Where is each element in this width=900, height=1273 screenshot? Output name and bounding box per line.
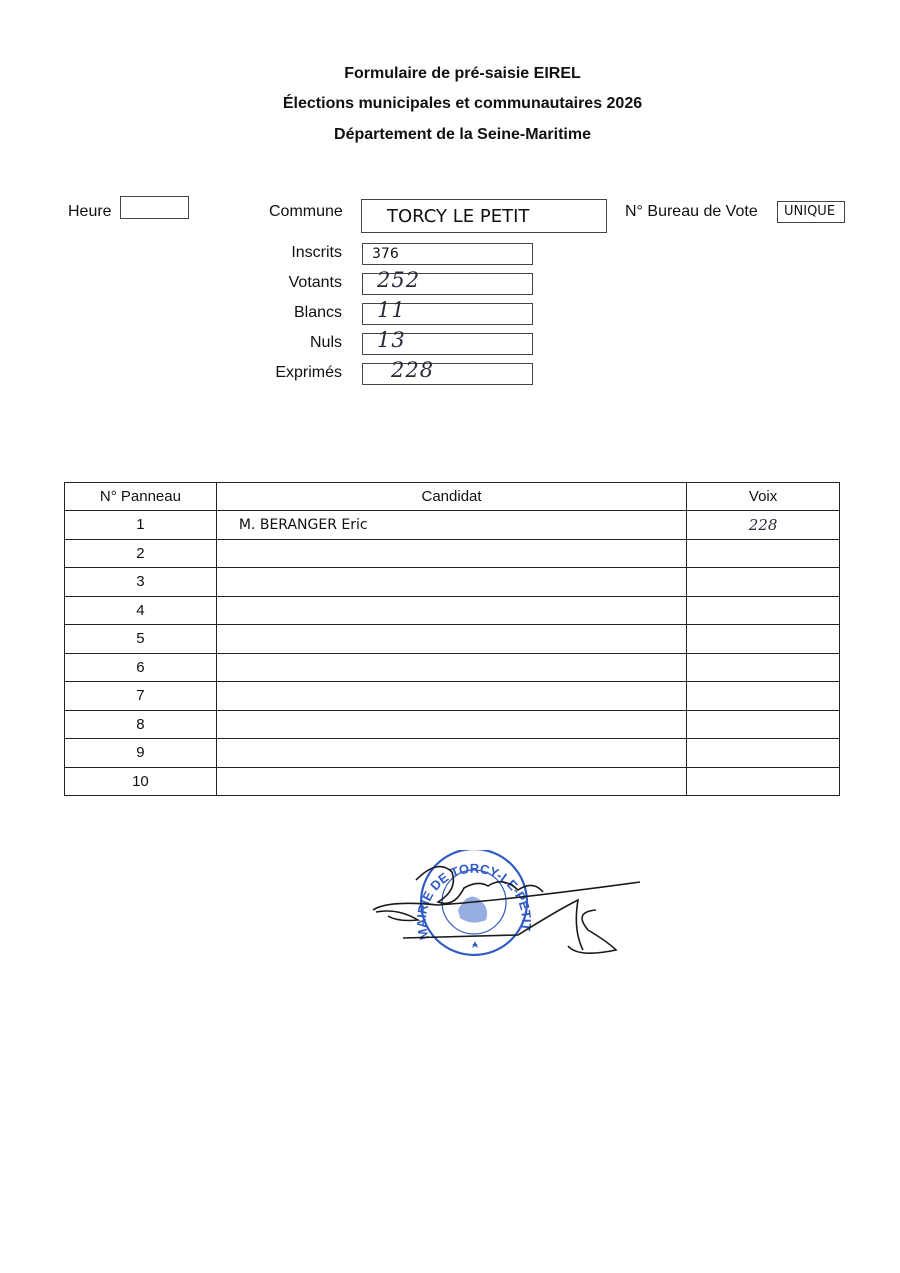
- bureau-field[interactable]: [777, 201, 845, 223]
- heure-field[interactable]: [120, 196, 189, 219]
- table-row: [65, 568, 840, 597]
- inscrits-field[interactable]: [362, 243, 533, 265]
- panneau-cell: 5: [65, 625, 217, 654]
- candidat-cell[interactable]: [216, 682, 686, 711]
- exprimes-label: Exprimés: [275, 364, 342, 381]
- voix-cell[interactable]: [687, 568, 840, 597]
- results-table: [64, 482, 840, 796]
- table-row: [65, 596, 840, 625]
- candidat-cell[interactable]: [216, 710, 686, 739]
- table-row: [65, 767, 840, 796]
- table-row: [65, 539, 840, 568]
- candidat-cell[interactable]: [216, 653, 686, 682]
- voix-cell[interactable]: 228: [687, 511, 840, 540]
- commune-label: Commune: [269, 203, 343, 220]
- inscrits-value: 376: [372, 246, 399, 262]
- bureau-value: UNIQUE: [784, 204, 836, 219]
- panneau-cell: 7: [65, 682, 217, 711]
- blancs-label: Blancs: [293, 304, 342, 321]
- table-row: [65, 653, 840, 682]
- election-title: Élections municipales et communautaires 2026: [282, 95, 643, 112]
- votants-field[interactable]: [362, 268, 533, 295]
- blancs-value: 11: [377, 298, 406, 322]
- department-title: Département de la Seine-Maritime: [334, 126, 591, 143]
- blancs-field[interactable]: [362, 298, 533, 325]
- voix-cell[interactable]: [687, 710, 840, 739]
- candidat-cell[interactable]: [216, 568, 686, 597]
- commune-value: TORCY LE PETIT: [387, 206, 530, 227]
- panneau-cell: 3: [65, 568, 217, 597]
- voix-cell[interactable]: [687, 539, 840, 568]
- candidat-cell[interactable]: [216, 596, 686, 625]
- table-row: [65, 625, 840, 654]
- votants-label: Votants: [288, 274, 342, 291]
- exprimes-value: 228: [391, 358, 435, 382]
- candidat-cell[interactable]: [216, 739, 686, 768]
- panneau-cell: 4: [65, 596, 217, 625]
- nuls-field[interactable]: [362, 328, 533, 355]
- candidat-cell[interactable]: [216, 539, 686, 568]
- voix-cell[interactable]: [687, 739, 840, 768]
- panneau-cell: 8: [65, 710, 217, 739]
- signature-area: [368, 850, 648, 960]
- mayor-stamp: [368, 850, 648, 960]
- candidat-cell[interactable]: M. BERANGER Eric: [216, 511, 686, 540]
- table-row: [65, 710, 840, 739]
- voix-cell[interactable]: [687, 653, 840, 682]
- candidat-cell[interactable]: [216, 767, 686, 796]
- votants-value: 252: [377, 268, 421, 292]
- voix-cell[interactable]: [687, 767, 840, 796]
- stamp-text: MAIRIE DE TORCY-LE-PETIT: [413, 860, 535, 942]
- exprimes-field[interactable]: [362, 358, 533, 385]
- table-header-row: [65, 483, 840, 511]
- bureau-label: N° Bureau de Vote: [625, 203, 758, 220]
- table-row: [65, 682, 840, 711]
- nuls-label: Nuls: [309, 334, 342, 351]
- nuls-value: 13: [377, 328, 406, 352]
- col-header-voix: Voix: [687, 483, 840, 511]
- commune-field[interactable]: [361, 199, 607, 233]
- panneau-cell: 6: [65, 653, 217, 682]
- table-row: [65, 511, 840, 540]
- col-header-candidat: Candidat: [216, 483, 686, 511]
- table-row: [65, 739, 840, 768]
- inscrits-label: Inscrits: [291, 244, 342, 261]
- voix-cell[interactable]: [687, 596, 840, 625]
- panneau-cell: 9: [65, 739, 217, 768]
- form-title: Formulaire de pré-saisie EIREL: [344, 65, 581, 82]
- candidat-cell[interactable]: [216, 625, 686, 654]
- voix-cell[interactable]: [687, 682, 840, 711]
- voix-cell[interactable]: [687, 625, 840, 654]
- panneau-cell: 1: [65, 511, 217, 540]
- heure-label: Heure: [68, 203, 112, 220]
- panneau-cell: 10: [65, 767, 217, 796]
- col-header-panneau: N° Panneau: [65, 483, 217, 511]
- panneau-cell: 2: [65, 539, 217, 568]
